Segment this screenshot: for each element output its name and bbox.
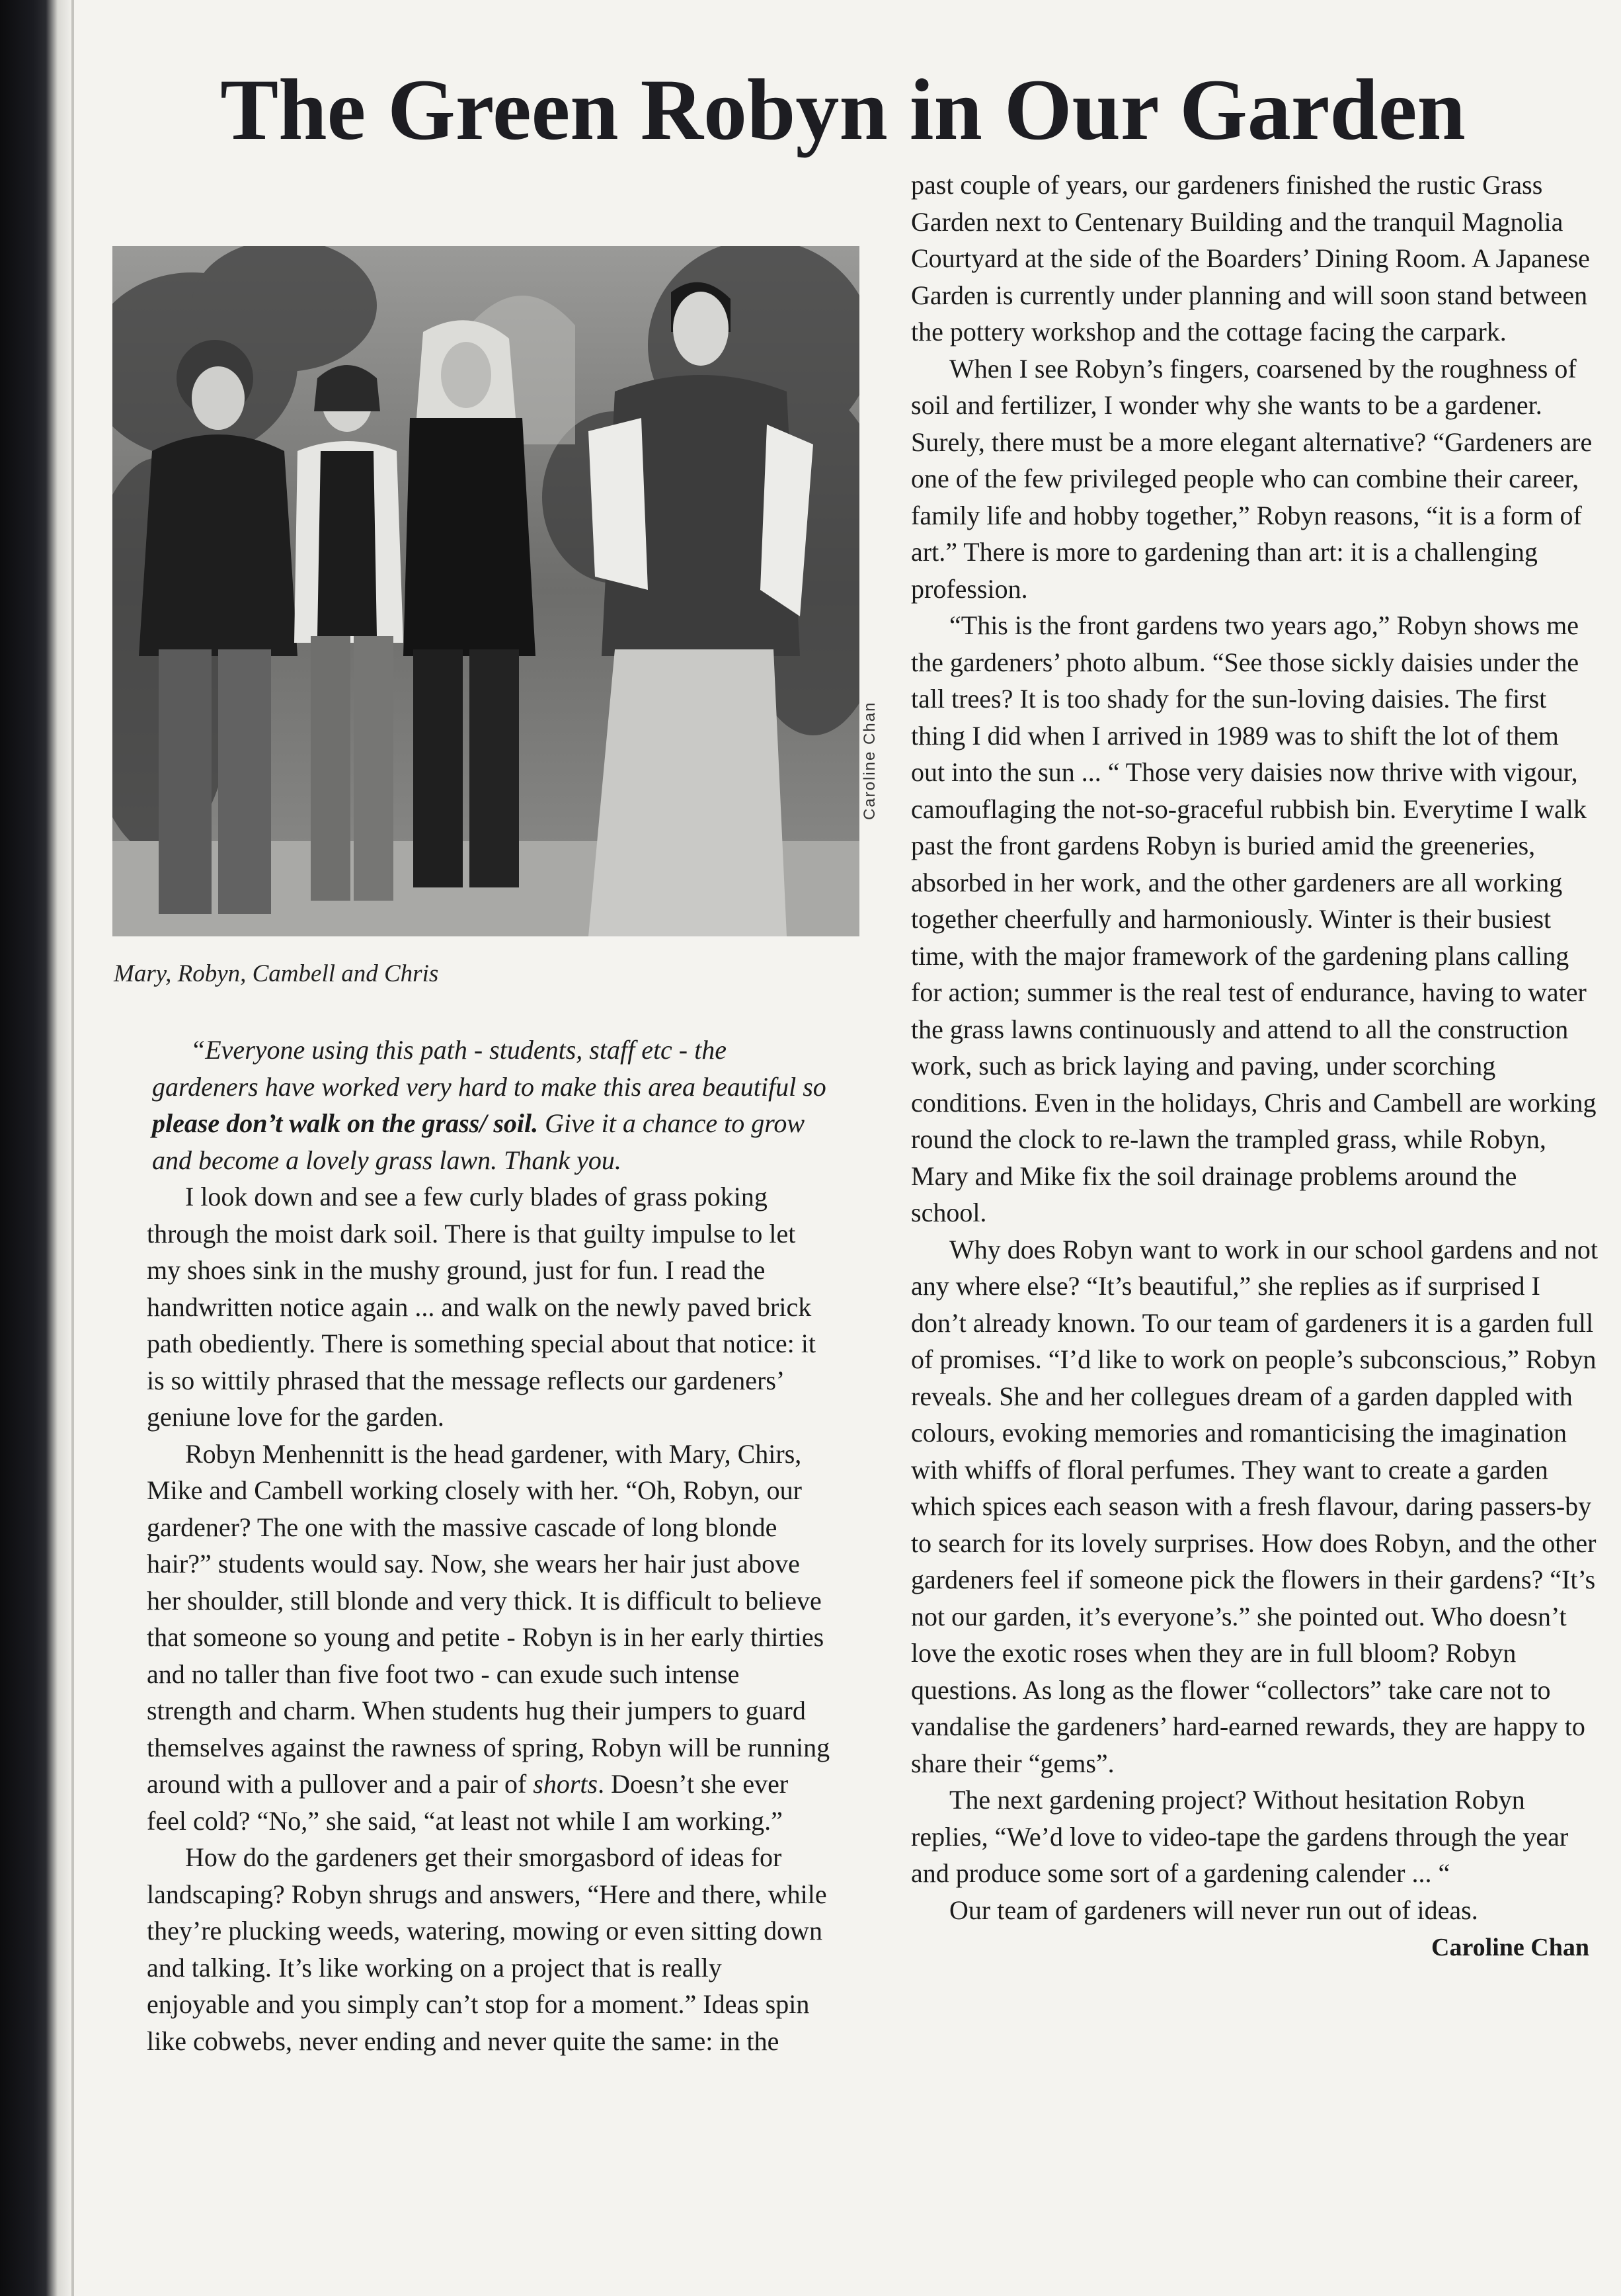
author-byline: Caroline Chan <box>1431 1934 1589 1961</box>
paragraph-5: “This is the front gardens two years ago,” Robyn shows me the gardeners’ photo album. “See those sickly daisies under the tall trees? It is too shady for the sun-loving daisies. The first thing I did when I arrived in 1989 was to shift the lot of them out into the sun ... “ Those very daisies now thrive with vigour, camouflaging the not-so-graceful rubbish bin. Everytime I walk past the front gardens Robyn is buried amid the greeneries, absorbed in her work, and the other gardeners are all working together cheerfully and harmoniously. Winter is their busiest time, with the major framework of the gardening plans calling for action; summer is the real test of endurance, having to water the grass lawns continuously and attend to all the construction work, such as brick laying and paving, under scorching conditions. Even in the holidays, Chris and Cambell are working round the clock to re-lawn the trampled grass, while Robyn, Mary and Mike fix the soil drainage problems around the school. <box>911 610 1597 1227</box>
notice-emphasis: please don’t walk on the grass/ soil. <box>152 1108 539 1138</box>
gardeners-photo <box>112 246 859 936</box>
paragraph-7: The next gardening project? Without hesitation Robyn replies, “We’d love to video-tape the gardens through the year and produce some sort of a gardening calender ... “ <box>911 1785 1569 1888</box>
photo-caption: Mary, Robyn, Cambell and Chris <box>114 960 439 987</box>
binding-fold-line <box>71 0 74 2296</box>
article-column-left <box>147 1032 830 2059</box>
gardeners-photo-illustration <box>112 246 859 936</box>
photo-credit: Caroline Chan <box>861 701 879 820</box>
paragraph-2-text-start: Robyn Menhennitt is the head gardener, with Mary, Chirs, Mike and Cambell working closely with her. “Oh, Robyn, our gardener? The one with the massive cascade of long blonde hair?” students would say. Now, she wears her hair just above her shoulder, still blonde and very thick. It is difficult to believe that someone so young and petite - Robyn is in her early thirties and no taller than five foot two - can exude such intense strength and charm. When students hug their jumpers to guard themselves against the rawness of spring, Robyn will be running around with a pullover and a pair of <box>147 1438 830 1799</box>
paragraph-2 <box>147 1436 830 1840</box>
notice-text-end: Give it a chance to grow and become a lovely grass lawn. Thank you. <box>152 1108 805 1175</box>
paragraph-2-emphasis: shorts <box>533 1769 598 1799</box>
page-binding-edge <box>0 0 74 2296</box>
paragraph-3-continued: past couple of years, our gardeners finished the rustic Grass Garden next to Centenary Building and the tranquil Magnolia Courtyard at the side of the Boarders’ Dining Room. A Japanese Garden is currently under planning and will soon stand between the pottery workshop and the cottage facing the carpark. <box>911 170 1590 347</box>
paragraph-2-text-end: . Doesn’t she ever feel cold? “No,” she said, “at least not while I am working.” <box>147 1769 789 1836</box>
article-column-right <box>911 167 1599 1967</box>
paragraph-4: When I see Robyn’s fingers, coarsened by the roughness of soil and fertilizer, I wonder why she wants to be a gardener. Surely, there must be a more elegant alternative? “Gardeners are one of the few privileged people who can combine their career, family life and hobby together,” Robyn reasons, “it is a form of art.” There is more to gardening than art: it is a challenging profession. <box>911 353 1593 604</box>
paragraph-3: How do the gardeners get their smorgasbord of ideas for landscaping? Robyn shrugs and answers, “Here and there, while they’re plucking weeds, watering, mowing or even sitting down and talking. It’s like working on a project that is really enjoyable and you simply can’t stop for a moment.” Ideas spin like cobwebs, never ending and never quite the same: in the <box>147 1842 827 2056</box>
article-title: The Green Robyn in Our Garden <box>220 61 1466 158</box>
paragraph-6: Why does Robyn want to work in our school gardens and not any where else? “It’s beautiful,” she replies as if surprised I don’t already known. To our team of gardeners it is a garden full of promises. “I’d like to work on people’s subconscious,” Robyn reveals. She and her collegues dream of a garden dappled with colours, evoking memories and romanticising the imagination with whiffs of floral perfumes. They want to create a garden which spices each season with a fresh flavour, daring passers-by to search for its lovely surprises. How does Robyn, and the other gardeners feel if someone pick the flowers in their gardens? “It’s not our garden, it’s everyone’s.” she pointed out. Who doesn’t love the exotic roses when they are in full bloom? Robyn questions. As long as the flower “collectors” take care not to vandalise the gardeners’ hard-earned rewards, they are happy to share their “gems”. <box>911 1234 1598 1778</box>
paragraph-1: I look down and see a few curly blades of grass poking through the moist dark soil. There is that guilty impulse to let my shoes sink in the mushy ground, just for fun. I read the handwritten notice again ... and walk on the newly paved brick path obediently. There is something special about that notice: it is so wittily phrased that the message reflects our gardeners’ geniune love for the garden. <box>147 1182 816 1432</box>
notice-text-start: “Everyone using this path - students, staff etc - the gardeners have worked very hard to make this area beautiful so <box>152 1035 826 1102</box>
paragraph-8: Our team of gardeners will never run out of ideas. <box>949 1895 1478 1925</box>
handwritten-notice-quote <box>147 1032 830 1178</box>
